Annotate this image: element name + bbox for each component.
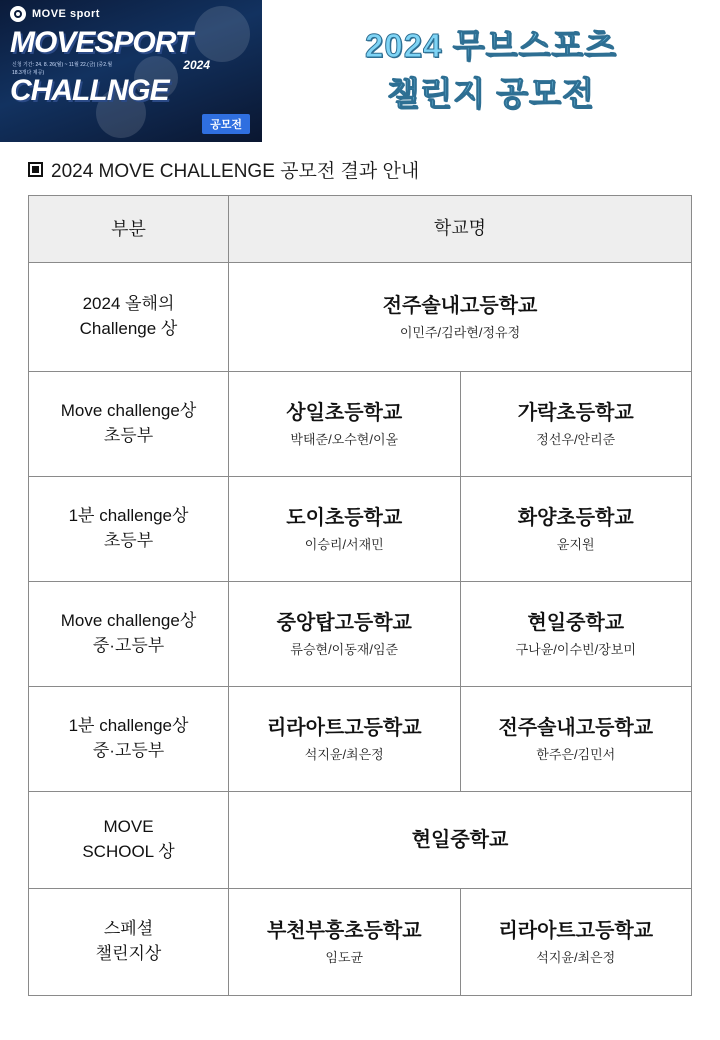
school-entry bbox=[460, 582, 692, 686]
school-name: 리라아트고등학교 bbox=[498, 919, 654, 942]
table-row bbox=[29, 792, 691, 889]
row-school-group bbox=[229, 372, 691, 476]
school-name: 화양초등학교 bbox=[517, 506, 634, 529]
poster-tag-label: 공모전 bbox=[202, 114, 250, 134]
table-row bbox=[29, 582, 691, 687]
row-category-line: 중·고등부 bbox=[92, 741, 165, 760]
row-category bbox=[29, 372, 229, 476]
school-entry bbox=[460, 889, 692, 995]
poster-year: 2024 bbox=[183, 58, 210, 72]
row-school-group bbox=[229, 263, 691, 371]
school-name: 도이초등학교 bbox=[286, 506, 403, 529]
result-caption-text: 2024 MOVE CHALLENGE 공모전 결과 안내 bbox=[51, 161, 420, 182]
row-school-group bbox=[229, 687, 691, 791]
headline-line-2: 챌린지 공모전 bbox=[387, 74, 595, 112]
row-category-line: 1분 challenge상 bbox=[68, 716, 189, 736]
school-name: 리라아트고등학교 bbox=[266, 716, 422, 739]
school-entry bbox=[229, 582, 460, 686]
school-members: 석지윤/최은정 bbox=[304, 746, 384, 762]
school-members: 박태준/오수현/이올 bbox=[290, 431, 399, 447]
row-category-line: 챌린지상 bbox=[95, 944, 162, 963]
table-header-school-group bbox=[229, 196, 691, 262]
school-entry bbox=[460, 687, 692, 791]
row-category bbox=[29, 687, 229, 791]
result-caption bbox=[28, 156, 720, 183]
school-name: 현일중학교 bbox=[527, 611, 625, 634]
row-school-group bbox=[229, 792, 691, 888]
table-header-category-label: 부분 bbox=[111, 218, 146, 239]
event-poster-image bbox=[0, 0, 262, 142]
row-school-group bbox=[229, 477, 691, 581]
row-category-line: 중·고등부 bbox=[92, 636, 165, 655]
row-category bbox=[29, 582, 229, 686]
school-members: 정선우/안리준 bbox=[536, 431, 616, 447]
row-category bbox=[29, 792, 229, 888]
school-name: 중앙탑고등학교 bbox=[276, 611, 412, 634]
row-category bbox=[29, 263, 229, 371]
row-category-line: 초등부 bbox=[103, 426, 154, 445]
school-entry bbox=[229, 687, 460, 791]
poster-title-line2: CHALLNGE bbox=[10, 74, 169, 107]
school-name: 현일중학교 bbox=[411, 829, 509, 851]
square-bullet-icon bbox=[28, 162, 43, 177]
school-members: 구나윤/이수빈/장보미 bbox=[515, 641, 636, 657]
page-header bbox=[0, 0, 720, 142]
poster-figure-decoration bbox=[194, 6, 250, 62]
table-header-school bbox=[229, 196, 691, 262]
school-members: 류승현/이동재/임준 bbox=[290, 641, 399, 657]
table-header-school-label: 학교명 bbox=[433, 218, 487, 239]
row-category-line: Move challenge상 bbox=[60, 611, 197, 631]
row-category-line: MOVE bbox=[103, 817, 154, 837]
school-name: 가락초등학교 bbox=[517, 401, 634, 424]
table-header-row bbox=[29, 196, 691, 263]
table-row bbox=[29, 372, 691, 477]
school-name: 부천부흥초등학교 bbox=[266, 919, 422, 942]
school-name: 전주솔내고등학교 bbox=[382, 294, 538, 317]
school-members: 한주은/김민서 bbox=[536, 746, 616, 762]
school-members: 이민주/김라현/정유정 bbox=[399, 324, 521, 340]
headline-line-1: 2024 무브스포츠 bbox=[365, 27, 617, 64]
school-members: 석지윤/최은정 bbox=[536, 949, 616, 965]
table-row bbox=[29, 889, 691, 996]
poster-brand-bar bbox=[10, 6, 100, 22]
row-school-group bbox=[229, 889, 691, 995]
school-members: 윤지원 bbox=[556, 536, 595, 552]
table-row bbox=[29, 263, 691, 372]
table-header-category bbox=[29, 196, 229, 262]
row-category-line: 스페셜 bbox=[103, 919, 154, 939]
school-members: 임도균 bbox=[325, 949, 364, 965]
move-sport-logo-icon bbox=[10, 6, 26, 22]
poster-brand-text: MOVE sport bbox=[32, 8, 100, 20]
row-category-line: SCHOOL 상 bbox=[82, 842, 175, 861]
row-category-line: 초등부 bbox=[103, 531, 154, 550]
results-table bbox=[28, 195, 692, 996]
row-category-line: Challenge 상 bbox=[79, 319, 178, 338]
school-entry bbox=[460, 477, 692, 581]
school-entry bbox=[229, 889, 460, 995]
school-entry bbox=[460, 372, 692, 476]
row-category bbox=[29, 477, 229, 581]
table-row bbox=[29, 477, 691, 582]
table-row bbox=[29, 687, 691, 792]
school-members: 이승리/서재민 bbox=[304, 536, 384, 552]
row-school-group bbox=[229, 582, 691, 686]
school-entry bbox=[229, 477, 460, 581]
poster-title-line1: MOVESPORT bbox=[10, 26, 193, 59]
row-category-line: Move challenge상 bbox=[60, 401, 197, 421]
poster-fine-print: 신청 기간: 24. 8. 26(월) ~ 11월 22.(금) (중2.월 18.3개다 제공) bbox=[12, 62, 113, 76]
row-category bbox=[29, 889, 229, 995]
row-category-line: 2024 올해의 bbox=[82, 294, 175, 314]
school-name: 상일초등학교 bbox=[286, 401, 403, 424]
row-category-line: 1분 challenge상 bbox=[68, 506, 189, 526]
school-entry bbox=[229, 263, 691, 371]
page-headline bbox=[262, 0, 720, 118]
school-entry bbox=[229, 372, 460, 476]
school-name: 전주솔내고등학교 bbox=[498, 716, 654, 739]
school-entry bbox=[229, 792, 691, 888]
